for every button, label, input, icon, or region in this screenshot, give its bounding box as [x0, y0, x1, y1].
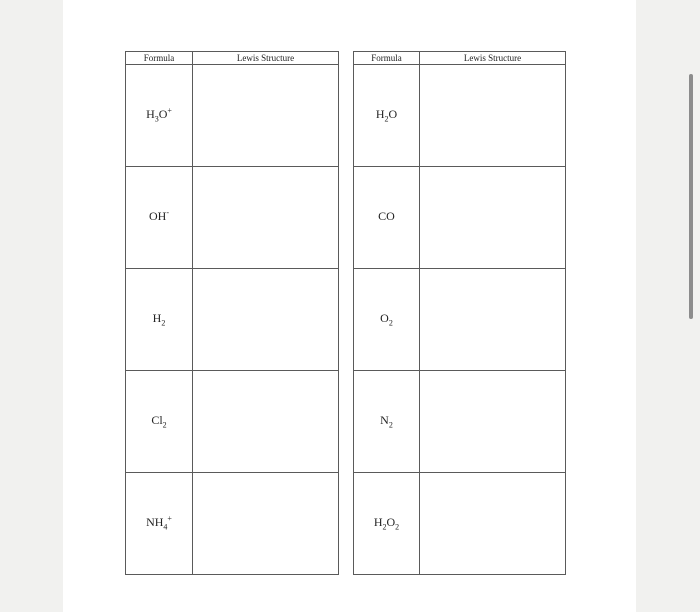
lewis-table-right: [353, 51, 566, 575]
table-row: [126, 269, 339, 371]
table-row: [126, 65, 339, 167]
lewis-structure-cell: [420, 371, 566, 473]
lewis-structure-cell: [420, 269, 566, 371]
lewis-table-left: [125, 51, 339, 575]
lewis-structure-header: Lewis Structure: [193, 52, 339, 65]
table-row: [354, 65, 566, 167]
formula-header: Formula: [354, 52, 420, 65]
table-row: [354, 371, 566, 473]
table-row: [354, 473, 566, 575]
table-row: [126, 371, 339, 473]
formula-cell: $O_2$: [354, 269, 420, 371]
formula-cell: $H_2O$: [354, 65, 420, 167]
formula-header: Formula: [126, 52, 193, 65]
formula-cell: $H_3O^+$: [126, 65, 193, 167]
table-row: [126, 167, 339, 269]
lewis-structure-cell: [193, 269, 339, 371]
table-row: [354, 269, 566, 371]
formula-cell: $NH_4^+$: [126, 473, 193, 575]
header-row: [126, 52, 339, 65]
formula-cell: $H_2$: [126, 269, 193, 371]
header-row: [354, 52, 566, 65]
formula-cell: OH-: [126, 167, 193, 269]
formula-cell: $Cl_2$: [126, 371, 193, 473]
vertical-scrollbar[interactable]: [689, 74, 693, 319]
lewis-structure-header: Lewis Structure: [420, 52, 566, 65]
table-row: [354, 167, 566, 269]
lewis-structure-cell: [420, 167, 566, 269]
lewis-structure-cell: [193, 65, 339, 167]
lewis-structure-cell: [420, 65, 566, 167]
table-row: [126, 473, 339, 575]
formula-cell: $N_2$: [354, 371, 420, 473]
lewis-structure-cell: [193, 473, 339, 575]
formula-cell: $H_2O_2$: [354, 473, 420, 575]
lewis-structure-cell: [420, 473, 566, 575]
formula-cell: CO: [354, 167, 420, 269]
lewis-structure-cell: [193, 167, 339, 269]
lewis-structure-cell: [193, 371, 339, 473]
